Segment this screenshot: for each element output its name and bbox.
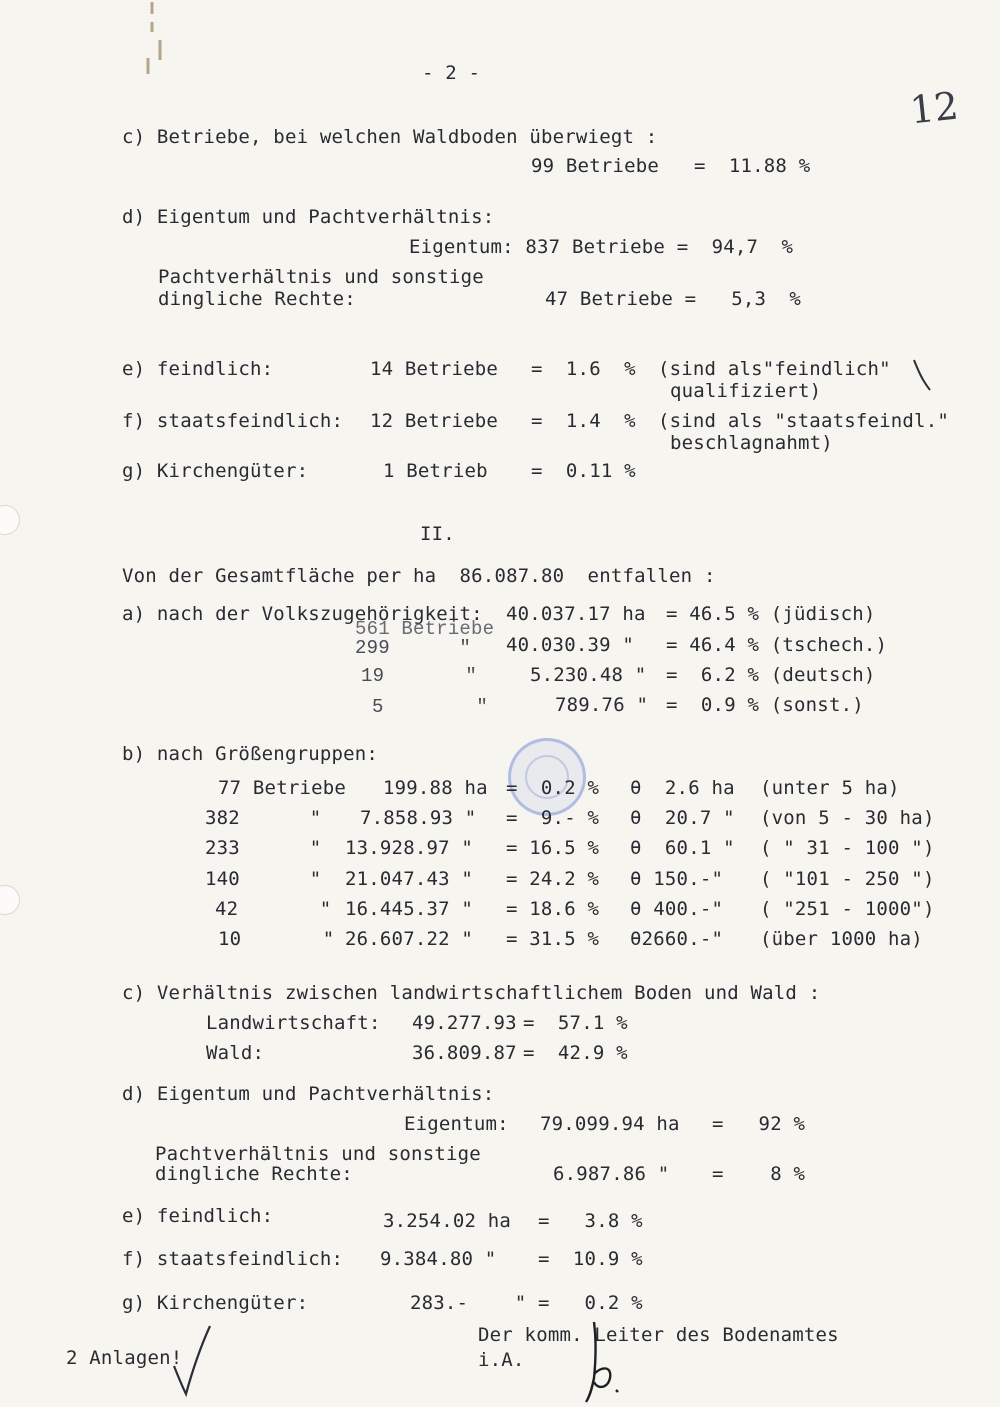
part2-c-heading: c) Verhältnis zwischen landwirtschaftlichem Boden und Wald : xyxy=(122,982,821,1004)
section-e-note-1: (sind als"feindlich" xyxy=(658,358,891,380)
section-e-label: e) feindlich: xyxy=(122,358,274,380)
section-f-label: f) staatsfeindlich: xyxy=(122,410,344,432)
part2-f-label: f) staatsfeindlich: xyxy=(122,1248,344,1270)
handwritten-page-number: 12 xyxy=(907,83,961,133)
size-group-range: ( " 31 - 100 ") xyxy=(760,837,935,859)
size-group-pct: = 31.5 % xyxy=(506,928,600,950)
part2-e-pct: = 3.8 % xyxy=(538,1210,643,1232)
part2-d-eigentum-pct: = 92 % xyxy=(712,1113,806,1135)
size-group-area: 26.607.22 " xyxy=(345,928,474,950)
size-group-area: 21.047.43 " xyxy=(345,868,474,890)
size-group-avg: θ2660.-" xyxy=(630,928,724,950)
part2-d-eigentum-label: Eigentum: xyxy=(404,1113,509,1135)
size-group-range: (von 5 - 30 ha) xyxy=(760,807,935,829)
part2-d-heading: d) Eigentum und Pachtverhältnis: xyxy=(122,1083,495,1105)
part2-g-label: g) Kirchengüter: xyxy=(122,1292,309,1314)
part2-g-value: 283.- " xyxy=(410,1292,527,1314)
size-group-area: 16.445.37 " xyxy=(345,898,474,920)
enclosures-note: 2 Anlagen! xyxy=(66,1347,183,1369)
part2-d-pacht-label-1: Pachtverhältnis und sonstige xyxy=(155,1143,481,1165)
part2-f-pct: = 10.9 % xyxy=(538,1248,643,1270)
size-group-count: 77 Betriebe xyxy=(218,777,347,799)
size-group-count: 382 " xyxy=(205,807,322,829)
size-group-range: (unter 5 ha) xyxy=(760,777,900,799)
part2-a-pct: = 46.4 % (tschech.) xyxy=(666,634,888,656)
size-group-avg: θ 150.-" xyxy=(630,868,724,890)
size-group-pct: = 9.- % xyxy=(506,807,600,829)
part2-intro: Von der Gesamtfläche per ha 86.087.80 entfallen : xyxy=(122,565,716,587)
size-group-avg: θ 60.1 " xyxy=(630,837,735,859)
signature-line-1: Der komm. Leiter des Bodenamtes xyxy=(478,1324,839,1346)
part2-a-pct: = 0.9 % (sonst.) xyxy=(666,694,864,716)
size-group-area: 7.858.93 " xyxy=(360,807,477,829)
part2-e-label: e) feindlich: xyxy=(122,1205,274,1227)
part2-a-count: 5 " xyxy=(372,696,489,718)
part2-d-pacht-label-2: dingliche Rechte: xyxy=(155,1163,353,1185)
section-g-label: g) Kirchengüter: xyxy=(122,460,309,482)
part2-a-area: 5.230.48 " xyxy=(530,664,647,686)
part2-e-value: 3.254.02 ha xyxy=(383,1210,512,1232)
punch-hole xyxy=(0,885,20,915)
section-d-pacht-value: 47 Betriebe = 5,3 % xyxy=(545,288,802,310)
size-group-pct: = 0.2 % xyxy=(506,777,600,799)
size-group-count: 42 " xyxy=(215,898,332,920)
part2-d-pacht-value: 6.987.86 " xyxy=(553,1163,670,1185)
part2-a-pct: = 6.2 % (deutsch) xyxy=(666,664,876,686)
handwritten-tick xyxy=(908,358,938,392)
part2-a-count: 19 " xyxy=(361,665,478,687)
land-use-value: 49.277.93 xyxy=(412,1012,517,1034)
size-group-pct: = 24.2 % xyxy=(506,868,600,890)
size-group-count: 233 " xyxy=(205,837,322,859)
section-f-note-1: (sind als "staatsfeindl." xyxy=(658,410,949,432)
section-f-note-2: beschlagnahmt) xyxy=(670,432,833,454)
part2-a-count: 299 " xyxy=(355,637,472,659)
section-c-heading: c) Betriebe, bei welchen Waldboden überwiegt : xyxy=(122,126,658,148)
section-e-pct: = 1.6 % xyxy=(531,358,636,380)
handwritten-checkmark xyxy=(168,1322,218,1402)
land-use-label: Wald: xyxy=(206,1042,265,1064)
part2-f-value: 9.384.80 " xyxy=(380,1248,497,1270)
part2-a-area: 789.76 " xyxy=(555,694,649,716)
part2-a-area: 40.030.39 " xyxy=(506,634,635,656)
page-number: - 2 - xyxy=(422,62,481,84)
size-group-area: 13.928.97 " xyxy=(345,837,474,859)
part2-d-pacht-pct: = 8 % xyxy=(712,1163,806,1185)
section-d-heading: d) Eigentum und Pachtverhältnis: xyxy=(122,206,495,228)
land-use-label: Landwirtschaft: xyxy=(206,1012,381,1034)
size-group-pct: = 18.6 % xyxy=(506,898,600,920)
size-group-area: 199.88 ha xyxy=(383,777,488,799)
land-use-pct: = 57.1 % xyxy=(523,1012,628,1034)
section-d-pacht-label-1: Pachtverhältnis und sonstige xyxy=(158,266,484,288)
section-d-eigentum: Eigentum: 837 Betriebe = 94,7 % xyxy=(409,236,794,258)
part2-d-eigentum-value: 79.099.94 ha xyxy=(540,1113,680,1135)
size-group-avg: θ 400.-" xyxy=(630,898,724,920)
section-e-value: 14 Betriebe xyxy=(370,358,499,380)
land-use-value: 36.809.87 xyxy=(412,1042,517,1064)
handwritten-signature xyxy=(572,1318,632,1407)
part2-a-count: 561 Betriebe xyxy=(355,618,495,640)
land-use-pct: = 42.9 % xyxy=(523,1042,628,1064)
part2-a-heading: a) nach der Volkszugehörigkeit: xyxy=(122,603,483,625)
part2-b-heading: b) nach Größengruppen: xyxy=(122,743,379,765)
size-group-pct: = 16.5 % xyxy=(506,837,600,859)
section-e-note-2: qualifiziert) xyxy=(670,380,822,402)
size-group-avg: θ 20.7 " xyxy=(630,807,735,829)
section-f-pct: = 1.4 % xyxy=(531,410,636,432)
part2-heading: II. xyxy=(420,523,455,545)
section-g-value: 1 Betrieb xyxy=(383,460,488,482)
section-c-value: 99 Betriebe = 11.88 % xyxy=(531,155,811,177)
part2-a-area: 40.037.17 ha xyxy=(506,603,646,625)
section-g-pct: = 0.11 % xyxy=(531,460,636,482)
signature-line-2: i.A. xyxy=(478,1349,525,1371)
size-group-count: 140 " xyxy=(205,868,322,890)
staple-marks xyxy=(140,0,170,80)
section-f-value: 12 Betriebe xyxy=(370,410,499,432)
punch-hole xyxy=(0,505,20,535)
part2-g-pct: = 0.2 % xyxy=(538,1292,643,1314)
size-group-range: (über 1000 ha) xyxy=(760,928,923,950)
size-group-range: ( "251 - 1000") xyxy=(760,898,935,920)
size-group-count: 10 " xyxy=(218,928,335,950)
size-group-range: ( "101 - 250 ") xyxy=(760,868,935,890)
part2-a-pct: = 46.5 % (jüdisch) xyxy=(666,603,876,625)
section-d-pacht-label-2: dingliche Rechte: xyxy=(158,288,356,310)
size-group-avg: θ 2.6 ha xyxy=(630,777,735,799)
